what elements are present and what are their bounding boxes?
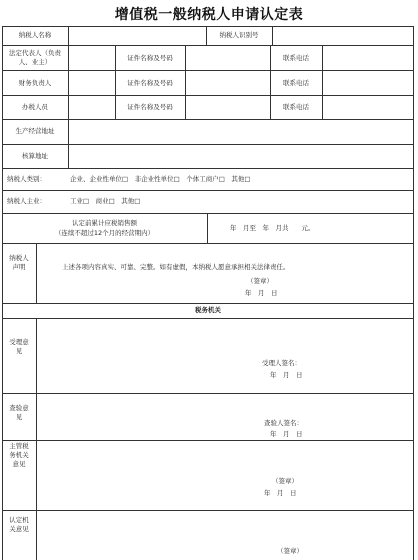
row-divider (2, 95, 414, 96)
main-business-options[interactable]: 工业□ 商业□ 其他□ (70, 197, 141, 205)
legal-representative-label: 法定代表人（负责人、业主） (9, 49, 61, 66)
sales-period-note: （连续不超过12个月的经营期内） (54, 229, 155, 237)
taxpayer-category-label: 纳税人类别： (7, 175, 46, 183)
verification-date[interactable]: 年 月 日 (270, 430, 303, 438)
column-divider (36, 318, 37, 560)
application-form (2, 26, 414, 560)
approval-opinion-label: 认定机关意见 (9, 516, 29, 533)
certificate-label: 证件名称及号码 (127, 79, 173, 87)
row-divider (2, 243, 414, 244)
declaration-date[interactable]: 年 月 日 (245, 289, 278, 297)
certificate-label: 证件名称及号码 (127, 54, 173, 62)
sales-amount-label: 认定前累计应税销售额 (72, 219, 137, 227)
sales-period-field[interactable]: 年 月至 年 月共 元。 (230, 224, 315, 232)
column-divider (207, 213, 208, 243)
row-divider (2, 393, 414, 394)
verification-opinion-label: 查验意见 (9, 404, 29, 421)
tax-authority-heading: 税务机关 (195, 306, 221, 314)
phone-label: 联系电话 (283, 54, 309, 62)
column-divider (322, 45, 323, 119)
tax-office-opinion-label: 主管税务机关意见 (9, 442, 29, 468)
column-divider (68, 26, 69, 168)
row-divider (2, 213, 414, 214)
approval-seal: （签章） (277, 547, 303, 555)
certificate-label: 证件名称及号码 (127, 103, 173, 111)
accounting-address-label: 核算地址 (22, 152, 48, 160)
acceptance-opinion-label: 受理意见 (9, 338, 29, 355)
form-border-right (413, 26, 414, 560)
tax-officer-label: 办税人员 (22, 103, 48, 111)
acceptance-signer[interactable]: 受理人签名： (262, 359, 301, 367)
row-divider (2, 303, 414, 304)
declaration-label: 纳税人声明 (9, 254, 29, 271)
page-title: 增值税一般纳税人申请认定表 (114, 7, 304, 23)
tax-office-date[interactable]: 年 月 日 (264, 489, 297, 497)
row-divider (2, 318, 414, 319)
taxpayer-name-label: 纳税人名称 (18, 31, 52, 39)
row-divider (2, 119, 414, 120)
declaration-seal: （签章） (247, 277, 273, 285)
row-divider (2, 440, 414, 441)
finance-manager-label: 财务负责人 (18, 79, 52, 87)
phone-label: 联系电话 (283, 79, 309, 87)
declaration-text: 上述各项内容真实、可靠、完整。如有虚假，本纳税人愿意承担相关法律责任。 (62, 263, 290, 271)
tax-office-seal: （签章） (272, 477, 298, 485)
row-divider (2, 510, 414, 511)
form-border-top (2, 26, 414, 27)
row-divider (2, 190, 414, 191)
business-address-label: 生产经营地址 (15, 127, 55, 135)
column-divider (185, 45, 186, 119)
column-divider (272, 26, 273, 45)
taxpayer-category-options[interactable]: 企业、企业性单位□ 非企业性单位□ 个体工商户□ 其他□ (70, 175, 251, 183)
taxpayer-id-label: 纳税人识别号 (219, 31, 259, 39)
row-divider (2, 168, 414, 169)
row-divider (2, 45, 414, 46)
row-divider (2, 70, 414, 71)
acceptance-date[interactable]: 年 月 日 (270, 371, 303, 379)
verification-signer[interactable]: 查验人签名： (264, 419, 303, 427)
main-business-label: 纳税人主业： (7, 197, 46, 205)
column-divider (36, 243, 37, 303)
phone-label: 联系电话 (283, 103, 309, 111)
row-divider (2, 144, 414, 145)
